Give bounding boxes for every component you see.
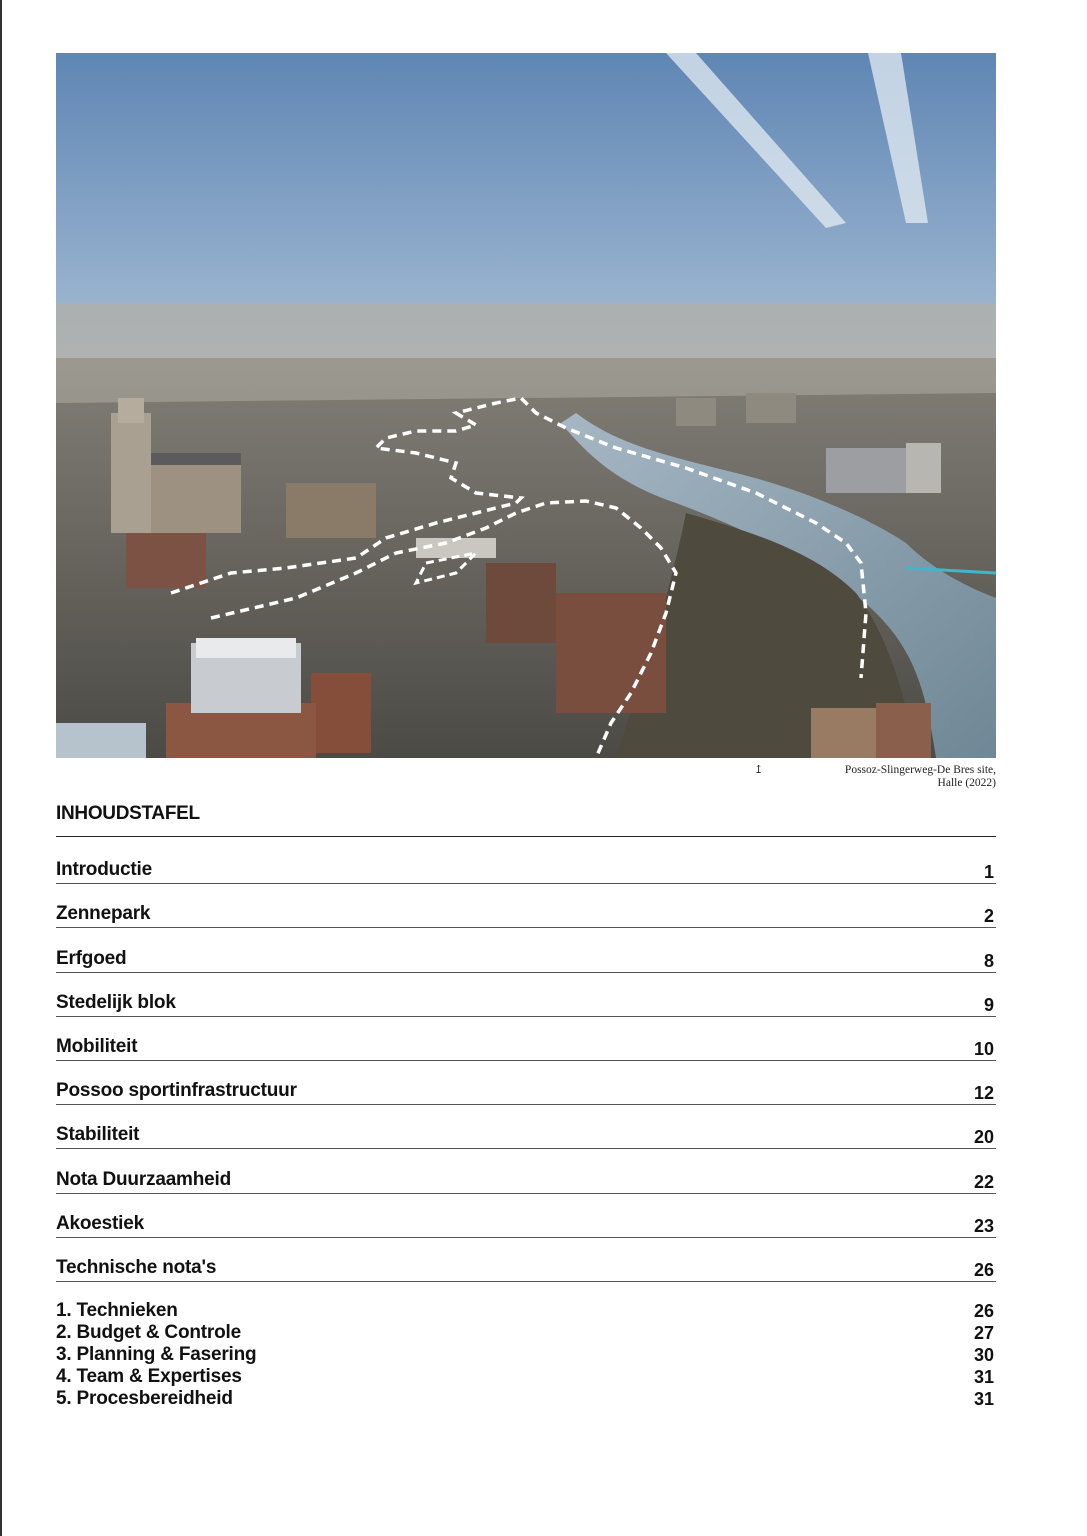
toc-subentry-page: 30 <box>973 1345 994 1365</box>
toc-entry[interactable] <box>56 973 996 1017</box>
toc-subentry-title: 5. Procesbereidheid <box>56 1388 233 1409</box>
toc-entry[interactable] <box>56 1238 996 1282</box>
toc-entry-title: Introductie <box>56 859 152 881</box>
toc-entry-page: 20 <box>973 1127 994 1148</box>
toc-subentry-page: 26 <box>973 1301 994 1321</box>
toc-subentry-title: 4. Team & Expertises <box>56 1366 242 1387</box>
toc-subentry[interactable] <box>56 1366 996 1388</box>
toc-subentry-title: 3. Planning & Fasering <box>56 1344 257 1365</box>
toc-entry-page: 26 <box>973 1259 994 1280</box>
toc-entry-page: 9 <box>983 994 994 1015</box>
toc-entry[interactable] <box>56 1149 996 1193</box>
toc-subentry-page: 27 <box>973 1323 994 1343</box>
toc-entry-page: 1 <box>983 862 994 883</box>
toc-entry-title: Nota Duurzaamheid <box>56 1168 232 1190</box>
toc-entry[interactable] <box>56 884 996 928</box>
toc-entry-title: Technische nota's <box>56 1256 217 1278</box>
toc-entry-page: 10 <box>973 1038 994 1059</box>
toc-entry[interactable] <box>56 1105 996 1149</box>
toc-heading-rule <box>56 836 996 837</box>
toc-subentry-page: 31 <box>973 1389 994 1409</box>
toc-entry-title: Akoestiek <box>56 1212 144 1234</box>
toc-entry[interactable] <box>56 840 996 884</box>
toc-entry-page: 8 <box>983 950 994 971</box>
toc-entry-page: 23 <box>973 1215 994 1236</box>
toc-entry-title: Mobiliteit <box>56 1035 138 1057</box>
caption-line-1: Possoz-Slingerweg-De Bres site, <box>844 764 996 776</box>
toc-entry-title: Erfgoed <box>56 947 127 969</box>
caption-line-2: Halle (2022) <box>937 777 996 789</box>
toc-subentry-title: 2. Budget & Controle <box>56 1322 241 1343</box>
toc-entry-page: 2 <box>983 906 994 927</box>
toc-subentry[interactable] <box>56 1344 996 1366</box>
toc-subentry[interactable] <box>56 1388 996 1410</box>
toc-entry[interactable] <box>56 1194 996 1238</box>
toc-entry-page: 22 <box>973 1171 994 1192</box>
toc-entry-title: Stabiliteit <box>56 1124 140 1146</box>
aerial-photo <box>56 53 996 758</box>
photo-caption <box>736 764 996 790</box>
toc-entry[interactable] <box>56 1017 996 1061</box>
arrow-up-icon: ↥ <box>754 764 764 776</box>
toc-entry-title: Possoo sportinfrastructuur <box>56 1080 297 1102</box>
toc-entry[interactable] <box>56 1061 996 1105</box>
toc-list <box>56 840 996 1282</box>
toc-entry-page: 12 <box>973 1083 994 1104</box>
toc-sublist <box>56 1300 996 1410</box>
toc-subentry-title: 1. Technieken <box>56 1300 178 1321</box>
toc-entry-title: Stedelijk blok <box>56 991 176 1013</box>
toc-subentry[interactable] <box>56 1300 996 1322</box>
toc-entry-title: Zennepark <box>56 903 151 925</box>
toc-entry[interactable] <box>56 928 996 972</box>
toc-subentry-page: 31 <box>973 1367 994 1387</box>
toc-heading: INHOUDSTAFEL <box>56 803 200 824</box>
toc-subentry[interactable] <box>56 1322 996 1344</box>
